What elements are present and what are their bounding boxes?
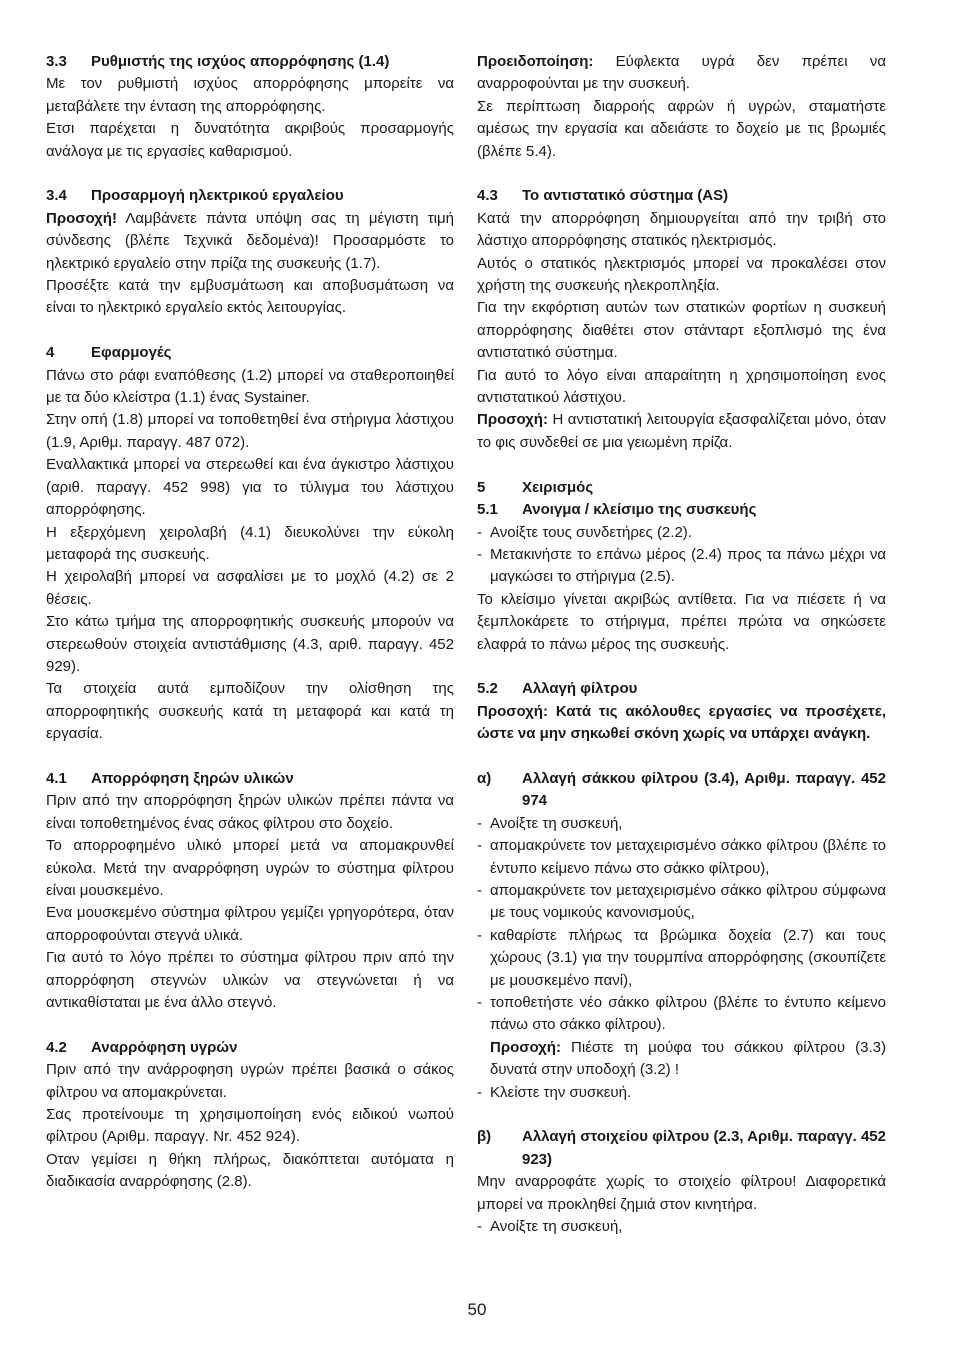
subsection-a	[477, 768, 886, 1104]
paragraph: Σε περίπτωση διαρροής αφρών ή υγρών, σταματήστε αμέσως την εργασία και αδειάστε το δοχείο με τις βρωμιές (βλέπε 5.4).	[477, 97, 886, 160]
warning-label: Προειδοποίηση:	[477, 53, 594, 70]
step-list	[477, 522, 886, 589]
paragraph: Στην οπή (1.8) μπορεί να τοποθετηθεί ένα στήριγμα λάστιχου (1.9, Αριθμ. παραγγ. 487 072).	[46, 411, 454, 451]
paragraph: Για την εκφόρτιση αυτών των στατικών φορτίων η συσκευή απορρόφησης διαθέτει στον στάνταρτ εξοπλισμό της ένα αντιστατικό σύστημα.	[477, 299, 886, 362]
paragraph: Η χειρολαβή μπορεί να ασφαλίσει με το μοχλό (4.2) σε 2 θέσεις.	[46, 568, 454, 608]
paragraph: Πάνω στο ράφι εναπόθεσης (1.2) μπορεί να σταθεροποιηθεί με τα δύο κλείστρα (1.1) ένας Systainer.	[46, 366, 454, 407]
paragraph: Η εξερχόμενη χειρολαβή (4.1) διευκολύνει την εύκολη μεταφορά της συσκευής.	[46, 523, 454, 563]
paragraph: Εναλλακτικά μπορεί να στερεωθεί και ένα άγκιστρο λάστιχου (αριθ. παραγγ. 452 998) για το τύλιγμα του λάστιχου απορρόφησης.	[46, 456, 454, 519]
paragraph: Προσοχή! Λαμβάνετε πάντα υπόψη σας τη μέγιστη τιμή σύνδεσης (βλέπε Τεχνικά δεδομένα)! Προσαρμόστε το ηλεκτρικό εργαλείο στην πρίζα της συσκευής (1.7).	[46, 209, 454, 272]
paragraph: Ενα μουσκεμένο σύστημα φίλτρου γεμίζει γρηγορότερα, όταν απορροφούνται στεγνά υλικά.	[46, 904, 454, 944]
list-item: - απομακρύνετε τον μεταχειρισμένο σάκκο φίλτρου (βλέπε το έντυπο κείμενο πάνω στο σάκκο φίλτρου),	[477, 835, 886, 880]
paragraph: Προσέξτε κατά την εμβυσμάτωση και αποβυσμάτωση να είναι το ηλεκτρικό εργαλείο εκτός λειτουργίας.	[46, 277, 454, 317]
paragraph: Ετσι παρέχεται η δυνατότητα ακριβούς προσαρμογής ανάλογα με τις εργασίες καθαρισμού.	[46, 120, 454, 160]
caution-note: Προσοχή: Πιέστε τη μούφα του σάκκου φίλτρου (3.3) δυνατά στην υποδοχή (3.2) !	[490, 1038, 886, 1079]
paragraph: Το απορροφημένο υλικό μπορεί μετά να απομακρυνθεί εύκολα. Μετά την αναρρόφηση υγρών το σύστημα φίλτρου είναι μουσκεμένο.	[46, 837, 454, 899]
section-heading: 3.3 Ρυθμιστής της ισχύος απορρόφησης (1.4)	[46, 53, 390, 70]
paragraph: Με τον ρυθμιστή ισχύος απορρόφησης μπορείτε να μεταβάλετε την ένταση της απορρόφησης.	[46, 75, 454, 115]
section-5	[477, 477, 886, 656]
paragraph: Προσοχή: Η αντιστατική λειτουργία εξασφαλίζεται μόνο, όταν το φις συνδεθεί σε μια γειωμένη πρίζα.	[477, 411, 886, 451]
right-column	[477, 51, 886, 1238]
section-heading: 5.2 Αλλαγή φίλτρου	[477, 680, 638, 698]
section-heading: 4.3 Το αντιστατικό σύστημα (AS)	[477, 187, 729, 205]
caution-label: Προσοχή:	[477, 411, 548, 429]
section-5-2	[477, 678, 886, 745]
warning-block	[477, 51, 886, 163]
paragraph: Αυτός ο στατικός ηλεκτρισμός μπορεί να προκαλέσει στον χρήστη της συσκευής ηλεκροπληξία.	[477, 254, 886, 295]
subsection-heading: β) Αλλαγή στοιχείου φίλτρου (2.3, Αριθμ. παραγγ. 452 923)	[477, 1128, 886, 1168]
paragraph: Πριν από την απορρόφηση ξηρών υλικών πρέπει πάντα να είναι τοποθετημένος ένας σάκος φίλτρου στο δοχείο.	[46, 792, 454, 832]
list-item: - τοποθετήστε νέο σάκκο φίλτρου (βλέπε το έντυπο κείμενο πάνω στο σάκκο φίλτρου).	[477, 992, 886, 1037]
subsection-heading: 5.1 Ανοιγμα / κλείσιμο της συσκευής	[477, 501, 757, 519]
section-heading: 4.1 Απορρόφηση ξηρών υλικών	[46, 769, 294, 787]
subsection-b	[477, 1126, 886, 1238]
paragraph: Για αυτό το λόγο πρέπει το σύστημα φίλτρου πριν από την απορρόφηση στεγνών υλικών να στεγνώνεται ή να αντικαθίσταται με ένα άλλο στεγνό.	[46, 949, 454, 1012]
list-item: - απομακρύνετε τον μεταχειρισμένο σάκκο φίλτρου σύμφωνα με τους νομικούς κανονισμούς,	[477, 880, 886, 925]
paragraph: Σας προτείνουμε τη χρησιμοποίηση ενός ειδικού νωπού φίλτρου (Αριθμ. παραγγ. Nr. 452 924).	[46, 1106, 454, 1146]
section-heading: 5 Χειρισμός	[477, 478, 594, 496]
paragraph: Τα στοιχεία αυτά εμποδίζουν την ολίσθηση της απορροφητικής συσκευής κατά τη μεταφορά και κατά τη εργασία.	[46, 680, 454, 743]
paragraph: Πριν από την ανάρροφηση υγρών πρέπει βασικά ο σάκος φίλτρου να απομακρύνεται.	[46, 1061, 454, 1101]
step-list	[477, 1082, 886, 1104]
paragraph: Κατά την απορρόφηση δημιουργείται από την τριβή στο λάστιχο απορρόφησης στατικός ηλεκτρισμός.	[477, 209, 886, 250]
list-item: - Ανοίξτε τη συσκευή,	[477, 813, 886, 835]
section-4-3	[477, 185, 886, 454]
list-item: - καθαρίστε πλήρως τα βρώμικα δοχεία (2.7) και τους χώρους (3.1) για την τουρμπίνα απορρόφησης (σκουπίζετε με μουσκεμένο πανί),	[477, 925, 886, 992]
section-4	[46, 342, 454, 745]
caution-label: Προσοχή!	[46, 209, 117, 227]
section-3-4	[46, 185, 454, 319]
paragraph: Για αυτό το λόγο είναι απαραίτητη η χρησιμοποίηση ενος αντιστατικού λάστιχου.	[477, 366, 886, 407]
paragraph: Μην αναρροφάτε χωρίς το στοιχείο φίλτρου! Διαφορετικά μπορεί να προκληθεί ζημιά στον κινητήρα.	[477, 1173, 886, 1213]
section-4-2	[46, 1037, 454, 1194]
paragraph: Στο κάτω τμήμα της απορροφητικής συσκευής μπορούν να στερεωθούν στοιχεία αντιστάθμισης (4.3, αριθ. παραγγ. 452 929).	[46, 613, 454, 675]
section-heading: 3.4 Προσαρμογή ηλεκτρικού εργαλείου	[46, 187, 344, 205]
list-item: - Ανοίξτε τους συνδετήρες (2.2).	[477, 522, 886, 544]
section-3-3	[46, 51, 454, 163]
page-number: 50	[467, 1300, 487, 1319]
section-heading: 4 Εφαρμογές	[46, 344, 172, 362]
section-4-1	[46, 768, 454, 1014]
left-column	[46, 51, 454, 1194]
subsection-heading: α) Αλλαγή σάκκου φίλτρου (3.4), Αριθμ. παραγγ. 452 974	[477, 769, 886, 810]
list-item: - Ανοίξτε τη συσκευή,	[477, 1216, 886, 1238]
step-list	[477, 1216, 886, 1238]
paragraph: Οταν γεμίσει η θήκη πλήρως, διακόπτεται αυτόματα η διαδικασία αναρρόφησης (2.8).	[46, 1150, 454, 1191]
list-item: - Μετακινήστε το επάνω μέρος (2.4) προς τα πάνω μέχρι να μαγκώσει το στήριγμα (2.5).	[477, 544, 886, 589]
caution-paragraph: Προσοχή: Κατά τις ακόλουθες εργασίες να προσέχετε, ώστε να μην σηκωθεί σκόνη χωρίς να υπάρχει ανάγκη.	[477, 702, 886, 743]
list-item: - Κλείστε την συσκευή.	[477, 1082, 886, 1104]
paragraph: Το κλείσιμο γίνεται ακριβώς αντίθετα. Για να πιέσετε ή να ξεμπλοκάρετε το στήριγμα, πρέπει πρώτα να σηκώσετε ελαφρά το πάνω μέρος της συσκευής.	[477, 590, 886, 653]
section-heading: 4.2 Αναρρόφηση υγρών	[46, 1038, 238, 1056]
step-list	[477, 813, 886, 1037]
paragraph: Προειδοποίηση: Εύφλεκτα υγρά δεν πρέπει να αναρροφούνται με την συσκευή.	[477, 53, 886, 93]
